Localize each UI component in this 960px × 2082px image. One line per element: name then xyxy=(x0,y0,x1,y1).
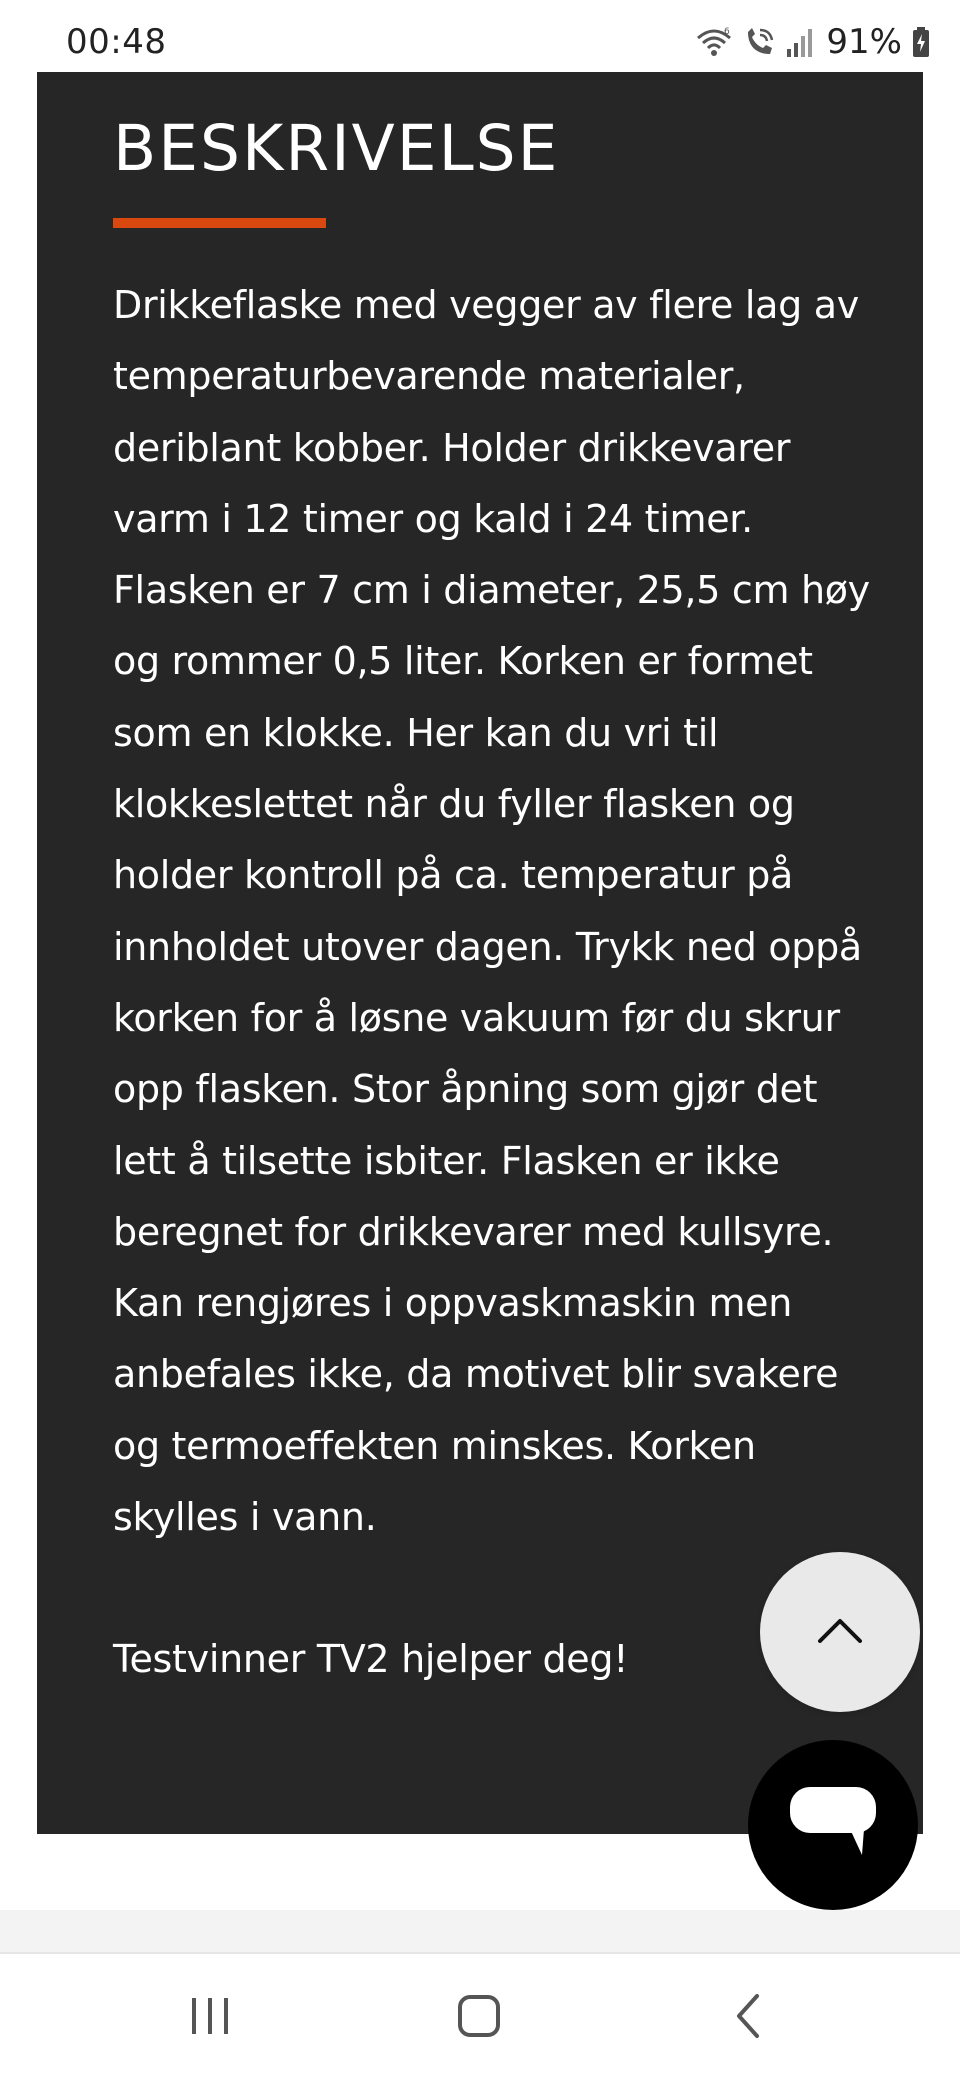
back-icon xyxy=(733,1992,763,2044)
chat-bubble-icon xyxy=(788,1785,878,1865)
battery-percent: 91% xyxy=(826,22,902,62)
chevron-up-icon xyxy=(816,1615,864,1649)
title-underline xyxy=(113,218,326,228)
recent-apps-button[interactable] xyxy=(130,1954,290,2082)
wifi-calling-icon xyxy=(742,26,776,58)
description-paragraph: Kan rengjøres i oppvaskmaskin men anbefales ikke, da motivet blir svakere og termoeffekten minskes. Korken skylles i vann. xyxy=(113,1281,839,1540)
home-icon xyxy=(456,1993,502,2043)
system-nav-bar xyxy=(0,1952,960,2082)
description-paragraph: Drikkeflaske med vegger av flere lag av temperaturbevarende materialer, deriblant kobber. Holder drikkevarer varm i 12 timer og kald i 24 timer. Flasken er 7 cm i diameter, 25,5 cm høy og rommer 0,5 liter. Korken er formet som en klokke. Her kan du vri til klokkeslettet når du fyller flasken og holder kontroll på ca. temperatur på innholdet utover dagen. Trykk ned oppå korken for å løsne vakuum før du skrur opp flasken. Stor åpning som gjør det lett å tilsette isbiter. Flasken er ikke beregnet for drikkevarer med kullsyre. xyxy=(113,283,870,1254)
signal-icon xyxy=(786,27,812,57)
panel-title: BESKRIVELSE xyxy=(113,112,560,185)
back-button[interactable] xyxy=(668,1954,828,2082)
chat-button[interactable] xyxy=(748,1740,918,1910)
status-bar xyxy=(0,0,960,72)
scroll-to-top-button[interactable] xyxy=(760,1552,920,1712)
page-footer-band xyxy=(0,1910,960,1952)
home-button[interactable] xyxy=(399,1954,559,2082)
wifi-6-icon xyxy=(696,26,732,58)
recent-apps-icon xyxy=(188,1994,232,2042)
battery-charging-icon xyxy=(912,27,930,57)
svg-text:6: 6 xyxy=(724,27,731,37)
description-text xyxy=(113,270,883,1696)
status-icons xyxy=(696,22,930,62)
description-paragraph: Testvinner TV2 hjelper deg! xyxy=(113,1637,629,1682)
status-time: 00:48 xyxy=(66,22,167,62)
